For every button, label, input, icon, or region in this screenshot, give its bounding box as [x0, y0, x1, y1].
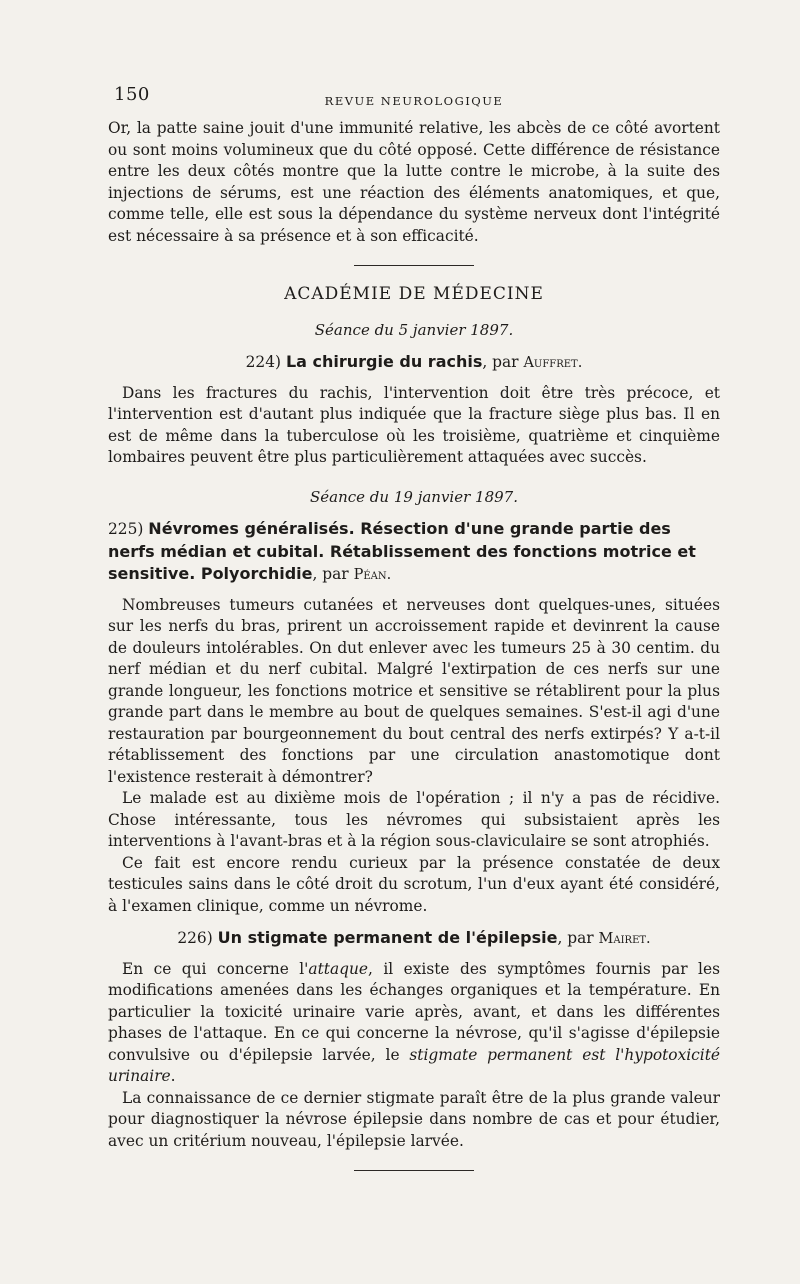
section-title: ACADÉMIE DE MÉDECINE — [284, 284, 544, 304]
article-224-paragraph: Dans les fractures du rachis, l'intervention doit être très précoce, et l'intervention est d'autant plus indiquée que la fracture siège plus bas. Il en est de même dans la tuberculose où les troisième, quatrième et cinquième lombaires peuvent être plus particulièrement attaquées avec succès. — [108, 383, 720, 466]
article-224-number: 224) — [245, 353, 282, 371]
article-225-title: Névromes généralisés. Résection d'une grande partie des nerfs médian et cubital. Rétablissement des fonctions motrice et sensitive. Polyorchidie — [108, 519, 696, 583]
intro-paragraph: Or, la patte saine jouit d'une immunité relative, les abcès de ce côté avortent ou sont moins volumineux que du côté opposé. Cette différence de résistance entre les deux côtés montre que la lutte contre le microbe, à la suite des injections de sérums, est une réaction des éléments anatomiques, et que, comme telle, elle est sous la dépendance du système nerveux dont l'intégrité est nécessaire à sa présence et à son efficacité. — [108, 119, 720, 245]
article-226-title: Un stigmate permanent de l'épilepsie — [217, 928, 558, 947]
article-225-by: , par — [312, 565, 349, 583]
article-226-number: 226) — [177, 929, 213, 947]
article-226-p1-c: . — [170, 1067, 176, 1085]
article-226-paragraph-1 — [108, 959, 720, 1088]
article-225-paragraph-1: Nombreuses tumeurs cutanées et nerveuses dont quelques-unes, situées sur les nerfs du bras, prirent un accroissement rapide et devinrent la cause de douleurs intolérables. On dut enlever avec les tumeurs 25 à 30 centim. du nerf médian et du nerf cubital. Malgré l'extirpation de ces nerfs sur une grande longueur, les fonctions motrice et sensitive se rétablirent pour la plus grande part dans le membre au bout de quelques semaines. S'est-il agi d'une restauration par bourgeonnement du bout central des nerfs extirpés? Y a-t-il rétablissement des fonctions par une circulation anastomotique dont l'existence resterait à démontrer? — [108, 595, 720, 786]
article-226-p1-em2: stigmate permanent est l'hypotoxicité urinaire — [108, 1045, 721, 1085]
article-225-heading — [108, 518, 720, 587]
section-divider-top — [354, 265, 474, 266]
article-226-p1-a: En ce qui concerne l' — [122, 959, 309, 978]
session-date-2: Séance du 19 janvier 1897. — [310, 487, 518, 506]
article-225-paragraph-3: Ce fait est encore rendu curieux par la présence constatée de deux testicules sains dans le côté droit du scrotum, l'un d'eux ayant été considéré, à l'examen clinique, comme un névrome. — [108, 853, 720, 915]
article-224-title: La chirurgie du rachis — [285, 352, 483, 371]
article-226-author: Mairet. — [598, 931, 651, 947]
page-number: 150 — [114, 84, 150, 105]
page-header — [108, 78, 720, 108]
article-226-heading — [108, 927, 720, 951]
article-226-p1-em: attaque — [308, 959, 368, 978]
article-226-paragraph-2: La connaissance de ce dernier stigmate paraît être de la plus grande valeur pour diagnostiquer la névrose épilepsie dans nombre de cas et pour étudier, avec un critérium nouveau, l'épilepsie larvée. — [108, 1088, 720, 1150]
running-head: REVUE NEUROLOGIQUE — [324, 94, 504, 108]
article-224-author: Auffret. — [523, 355, 583, 371]
section-divider-bottom — [354, 1170, 474, 1171]
article-225-paragraph-2: Le malade est au dixième mois de l'opération ; il n'y a pas de récidive. Chose intéressante, tous les névromes qui subsistaient après les interventions à l'avant-bras et à la région sous-claviculaire se sont atrophiés. — [108, 789, 720, 850]
session-date-1: Séance du 5 janvier 1897. — [314, 320, 514, 339]
article-225-author: Péan. — [353, 567, 392, 583]
article-225-number: 225) — [108, 520, 144, 538]
article-226-by: , par — [557, 929, 594, 947]
article-226-p1-b: , il existe des symptômes fournis par les modifications amenées dans les échanges organiques et la température. En particulier la toxicité urinaire varie après, avant, et dans les différentes phases de l'attaque. En ce qui concerne la névrose, qu'il s'agisse d'épilepsie convulsive ou d'épilepsie larvée, le — [108, 959, 720, 1064]
page-content — [108, 118, 720, 1189]
article-224-by: , par — [482, 353, 519, 371]
article-224-heading — [108, 351, 720, 375]
